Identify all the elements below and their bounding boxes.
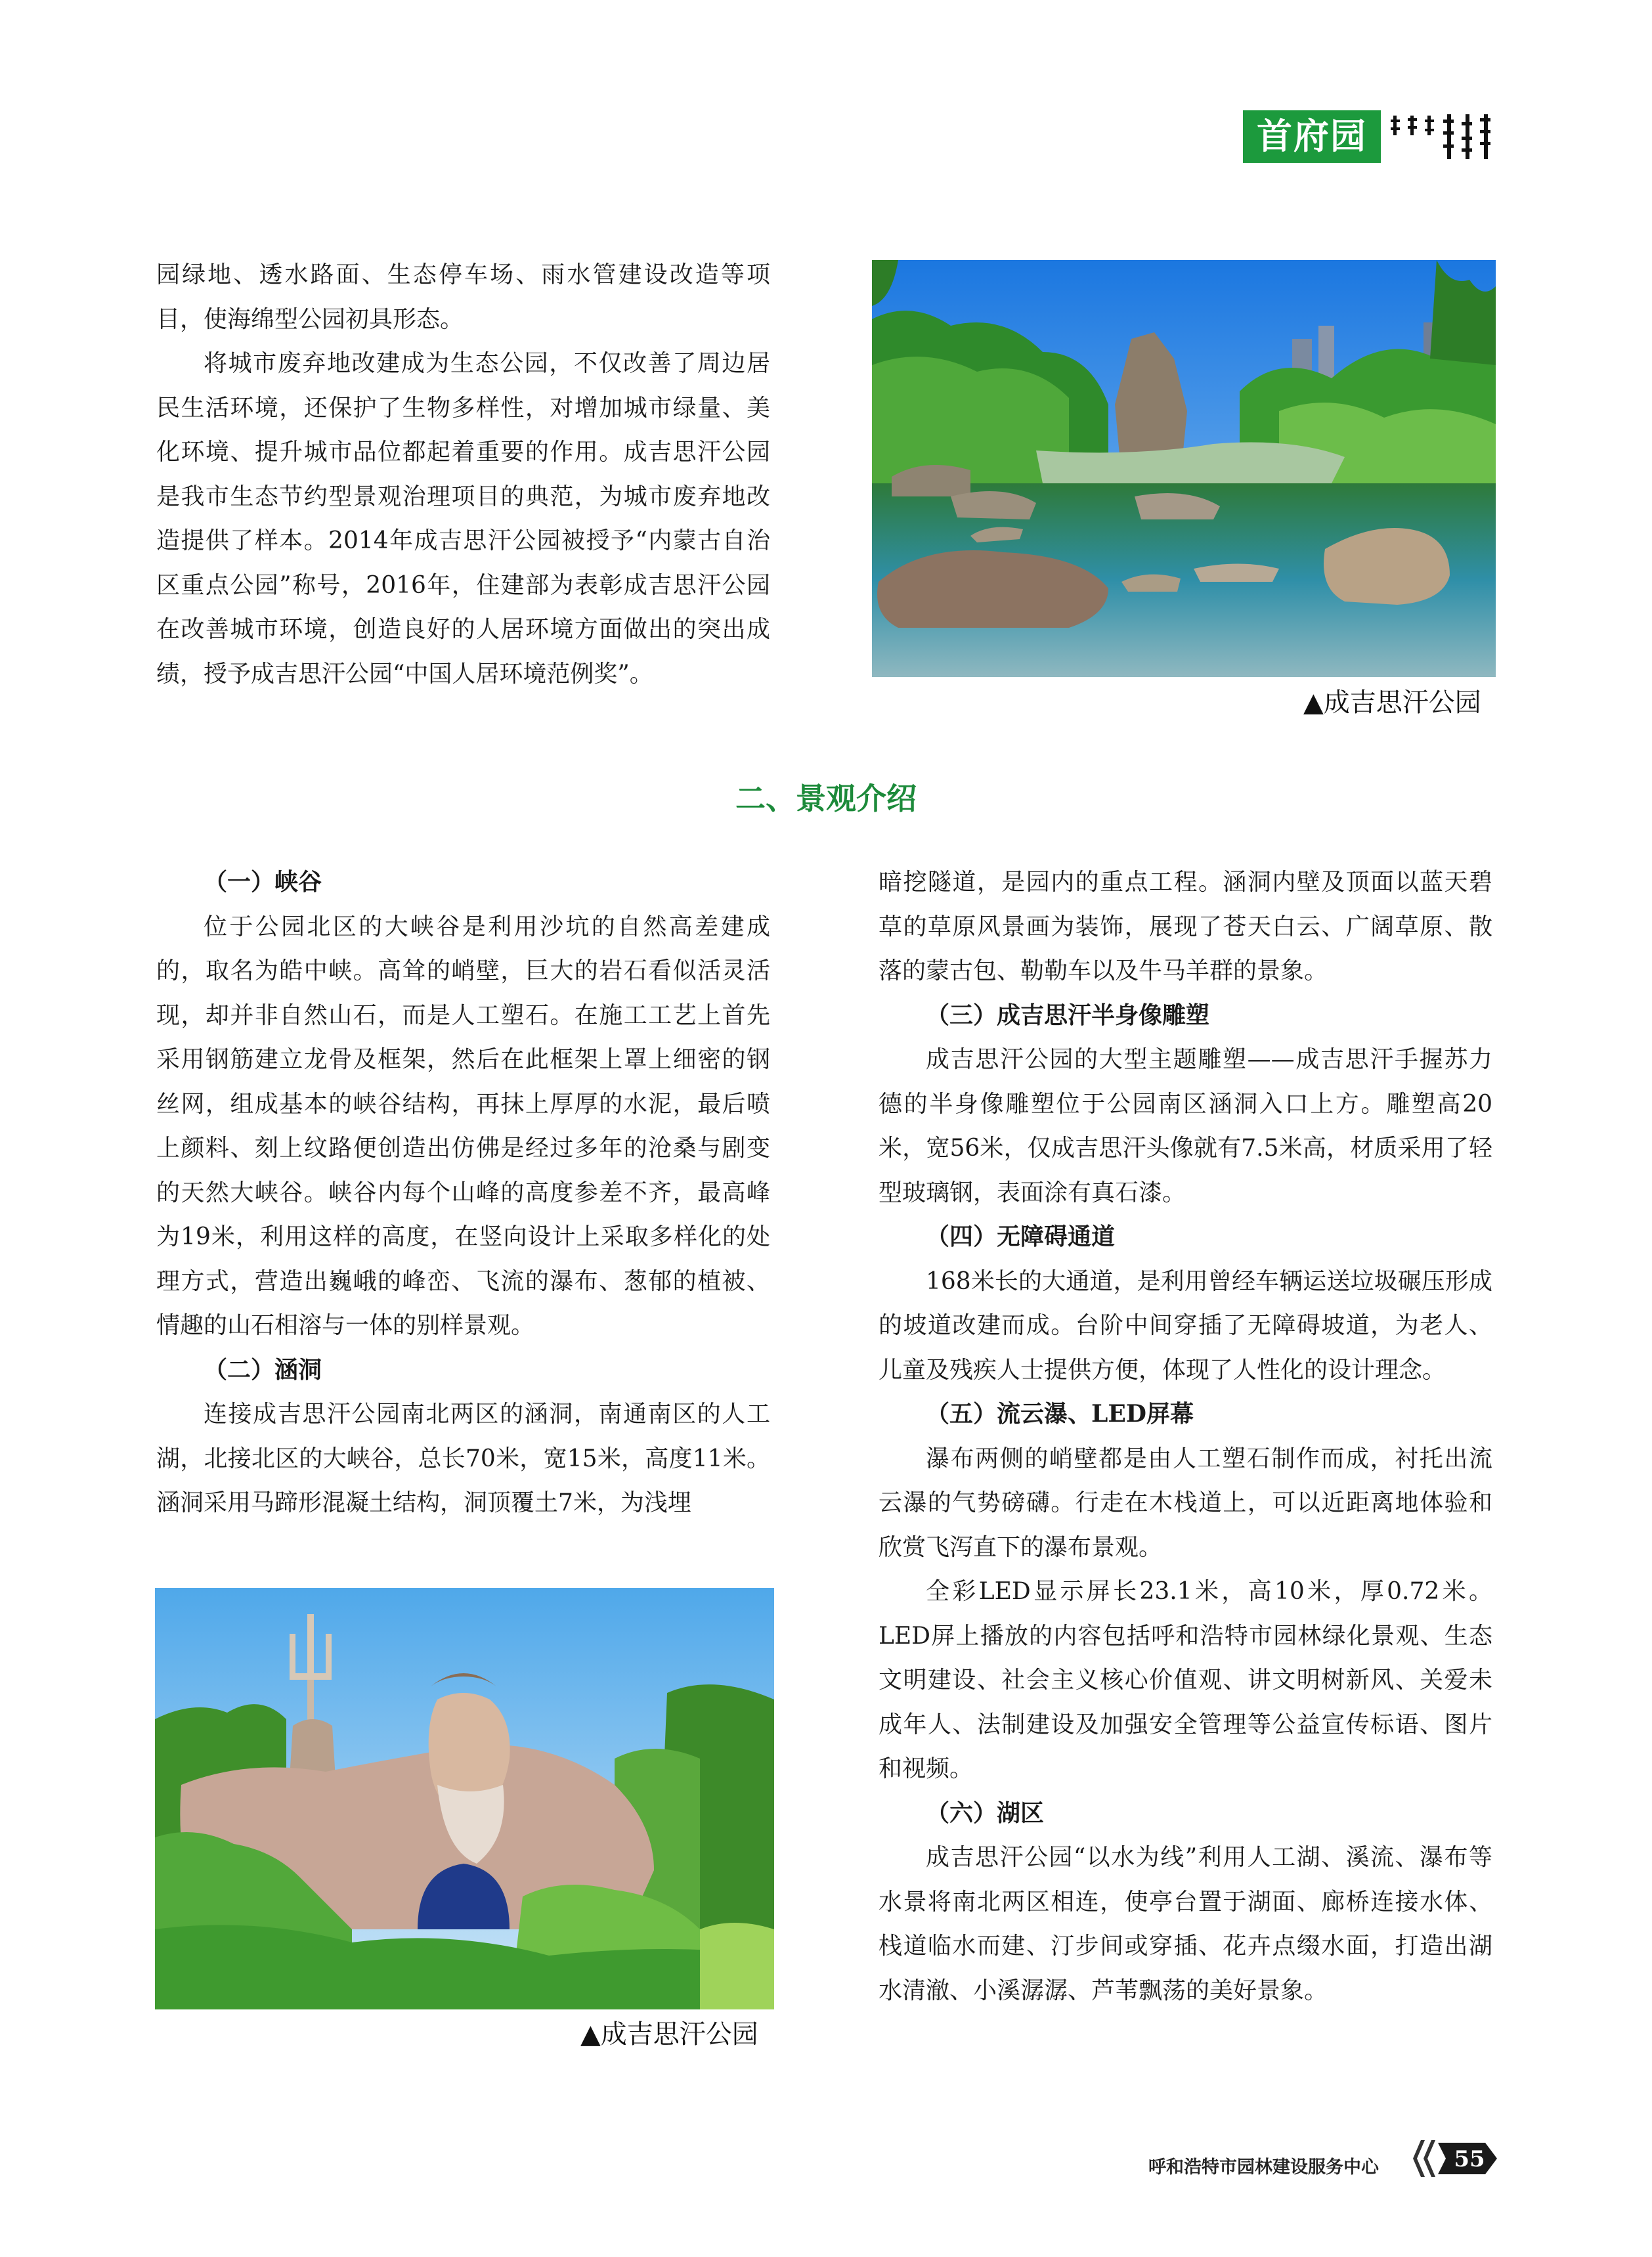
subsection-text-lake: 成吉思汗公园“以水为线”利用人工湖、溪流、瀑布等水景将南北两区相连，使亭台置于湖面、廊桥连接水体、栈道临水而建、汀步间或穿插、花卉点缀水面，打造出湖水清澈、小溪潺潺、芦苇飘荡的美好景象。: [879, 1844, 1492, 2004]
page-number-badge: [1412, 2137, 1504, 2180]
subsection-text-statue: 成吉思汗公园的大型主题雕塑——成吉思汗手握苏力德的半身像雕塑位于公园南区涵洞入口上方。雕塑高20米，宽56米，仅成吉思汗头像就有7.5米高，材质采用了轻型玻璃钢，表面涂有真石漆。: [879, 1046, 1492, 1206]
subsection-title-waterfall-led: （五）流云瀑、LED屏幕: [926, 1400, 1194, 1428]
subsection-text-culvert-continued: 暗挖隧道，是园内的重点工程。涵洞内壁及顶面以蓝天碧草的草原风景画为装饰，展现了苍天白云、广阔草原、散落的蒙古包、勒勒车以及牛马羊群的景象。: [879, 869, 1492, 984]
right-column: [879, 860, 1492, 2013]
statue-photo: [155, 1588, 774, 2009]
subsection-title-canyon: （一）峡谷: [204, 868, 322, 896]
subsection-text-accessible-path: 168米长的大通道，是利用曾经车辆运送垃圾碾压形成的坡道改建而成。台阶中间穿插了无障碍坡道，为老人、儿童及残疾人士提供方便，体现了人性化的设计理念。: [879, 1267, 1492, 1384]
subsection-title-lake: （六）湖区: [926, 1799, 1045, 1827]
subsection-text-culvert: 连接成吉思汗公园南北两区的涵洞，南通南区的人工湖，北接北区的大峡谷，总长70米，宽15米，高度11米。涵洞采用马蹄形混凝土结构，洞顶覆土7米，为浅埋: [156, 1401, 770, 1516]
mongolian-script-logo: [1387, 110, 1498, 163]
photo-caption-top: ▲成吉思汗公园: [1303, 688, 1481, 718]
page-number: 55: [1454, 2146, 1485, 2172]
subsection-title-culvert: （二）涵洞: [204, 1355, 322, 1384]
section-title: 二、景观介绍: [735, 781, 917, 816]
footer-organization: 呼和浩特市园林建设服务中心: [1148, 2157, 1379, 2178]
intro-paragraph: 园绿地、透水路面、生态停车场、雨水管建设改造等项目，使海绵型公园初具形态。: [156, 261, 770, 333]
intro-text: [156, 253, 770, 696]
subsection-title-statue: （三）成吉思汗半身像雕塑: [926, 1001, 1210, 1029]
intro-paragraph: 将城市废弃地改建成为生态公园，不仅改善了周边居民生活环境，还保护了生物多样性，对增加城市绿量、美化环境、提升城市品位都起着重要的作用。成吉思汗公园是我市生态节约型景观治理项目的典范，为城市废弃地改造提供了样本。2014年成吉思汗公园被授予“内蒙古自治区重点公园”称号，2016年，住建部为表彰成吉思汗公园在改善城市环境，创造良好的人居环境方面做出的突出成绩，授予成吉思汗公园“中国人居环境范例奖”。: [156, 350, 770, 688]
journal-name-badge: 首府园林: [1243, 110, 1381, 163]
subsection-title-accessible-path: （四）无障碍通道: [926, 1223, 1116, 1250]
park-lake-photo: [872, 260, 1496, 677]
subsection-text-waterfall: 瀑布两侧的峭壁都是由人工塑石制作而成，衬托出流云瀑的气势磅礴。行走在木栈道上，可以近距离地体验和欣赏飞泻直下的瀑布景观。: [879, 1445, 1492, 1561]
left-column: [156, 860, 770, 1525]
subsection-text-led: 全彩LED显示屏长23.1米，高10米，厚0.72米。LED屏上播放的内容包括呼和浩特市园林绿化景观、生态文明建设、社会主义核心价值观、讲文明树新风、关爱未成年人、法制建设及加强安全管理等公益宣传标语、图片和视频。: [879, 1578, 1492, 1782]
subsection-text-canyon: 位于公园北区的大峡谷是利用沙坑的自然高差建成的，取名为皓中峡。高耸的峭壁，巨大的岩石看似活灵活现，却并非自然山石，而是人工塑石。在施工工艺上首先采用钢筋建立龙骨及框架，然后在此框架上罩上细密的钢丝网，组成基本的峡谷结构，再抹上厚厚的水泥，最后喷上颜料、刻上纹路便创造出仿佛是经过多年的沧桑与剧变的天然大峡谷。峡谷内每个山峰的高度参差不齐，最高峰为19米，利用这样的高度，在竖向设计上采取多样化的处理方式，营造出巍峨的峰峦、飞流的瀑布、葱郁的植被、情趣的山石相溶与一体的别样景观。: [156, 913, 770, 1339]
photo-caption-bottom: ▲成吉思汗公园: [580, 2019, 758, 2049]
